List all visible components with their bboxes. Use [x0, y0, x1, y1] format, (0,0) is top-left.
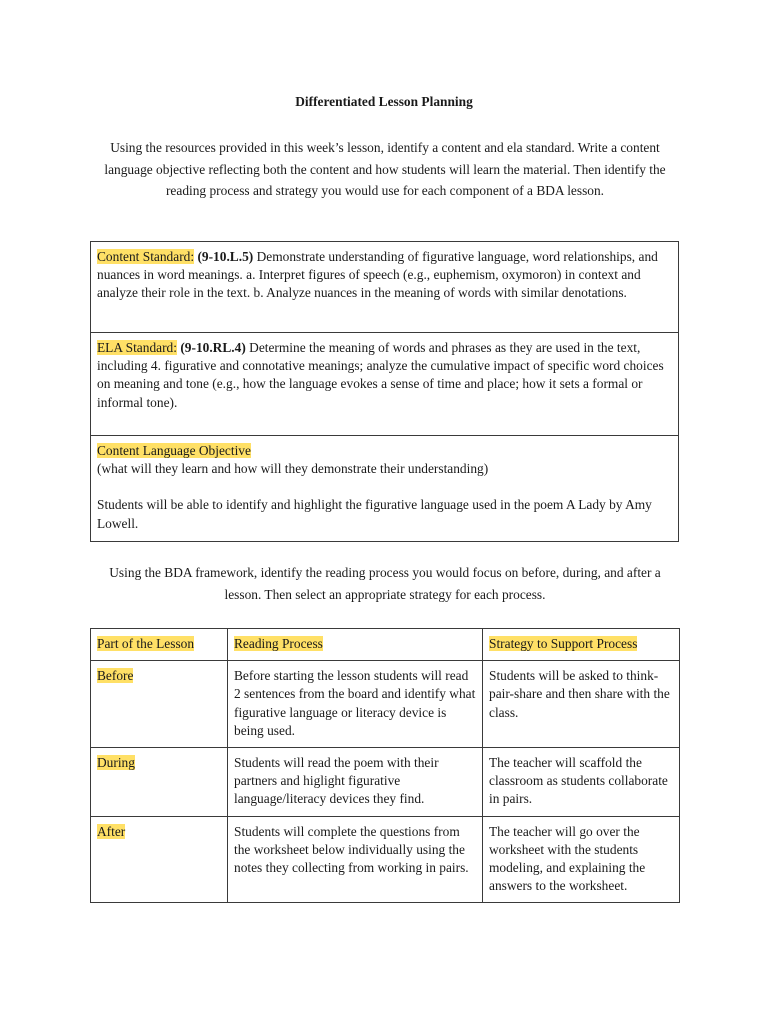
row-during-part: During [91, 748, 228, 817]
standards-table [90, 241, 679, 542]
ela-standard-code: (9-10.RL.4) [180, 340, 246, 355]
row-after-strategy: The teacher will go over the worksheet with the students modeling, and explaining the answers to the worksheet. [483, 816, 680, 903]
bda-intro-paragraph: Using the BDA framework, identify the reading process you would focus on before, during, and after a lesson. Then select an appropriate strategy for each process. [109, 565, 661, 602]
ela-standard-label: ELA Standard: [97, 340, 177, 355]
table-row [91, 816, 680, 903]
row-before-strategy: Students will be asked to think-pair-share and then share with the class. [483, 661, 680, 748]
objective-label: Content Language Objective [97, 443, 251, 458]
header-process: Reading Process [228, 629, 483, 661]
table-row [91, 748, 680, 817]
content-standard-label: Content Standard: [97, 249, 195, 264]
ela-standard-text: Determine the meaning of words and phrases as they are used in the text, including 4. figurative and connotative meanings; analyze the cumulative impact of specific word choices on meaning and tone (e.g., how the language evokes a sense of time and place; how it sets a formal or informal tone). [97, 340, 664, 410]
ela-standard-row [91, 333, 679, 436]
objective-row [91, 436, 679, 542]
content-standard-row [91, 242, 679, 333]
content-standard-cell [91, 242, 679, 333]
row-during-strategy: The teacher will scaffold the classroom as students collaborate in pairs. [483, 748, 680, 817]
bda-table [90, 628, 680, 903]
row-before-process: Before starting the lesson students will read 2 sentences from the board and identify what figurative language or literacy device is being used. [228, 661, 483, 748]
header-part: Part of the Lesson [91, 629, 228, 661]
ela-standard-cell [91, 333, 679, 436]
bda-header-row [91, 629, 680, 661]
row-before-part: Before [91, 661, 228, 748]
page-title: Differentiated Lesson Planning [295, 94, 473, 109]
content-standard-code: (9-10.L.5) [197, 249, 254, 264]
objective-prompt: (what will they learn and how will they demonstrate their understanding) [97, 461, 489, 477]
content-standard-text: Demonstrate understanding of figurative language, word relationships, and nuances in word meanings. a. Interpret figures of speech (e.g., euphemism, oxymoron) in context and analyze their role in the text. b. Analyze nuances in the meaning of words with similar denotations. [97, 249, 658, 301]
objective-text: Students will be able to identify and highlight the figurative language used in the poem A Lady by Amy Lowell. [97, 497, 652, 531]
row-after-part: After [91, 816, 228, 903]
row-during-process: Students will read the poem with their partners and higlight figurative language/literacy devices they find. [228, 748, 483, 817]
row-after-process: Students will complete the questions from the worksheet below individually using the notes they collecting from working in pairs. [228, 816, 483, 903]
objective-spacer [97, 478, 672, 496]
header-strategy: Strategy to Support Process [483, 629, 680, 661]
objective-cell [91, 436, 679, 542]
table-row [91, 661, 680, 748]
intro-paragraph: Using the resources provided in this week’s lesson, identify a content and ela standard. Write a content language objective reflecting both the content and how students will learn the material. Then identify the reading process and strategy you would use for each component of a BDA lesson. [104, 140, 666, 198]
